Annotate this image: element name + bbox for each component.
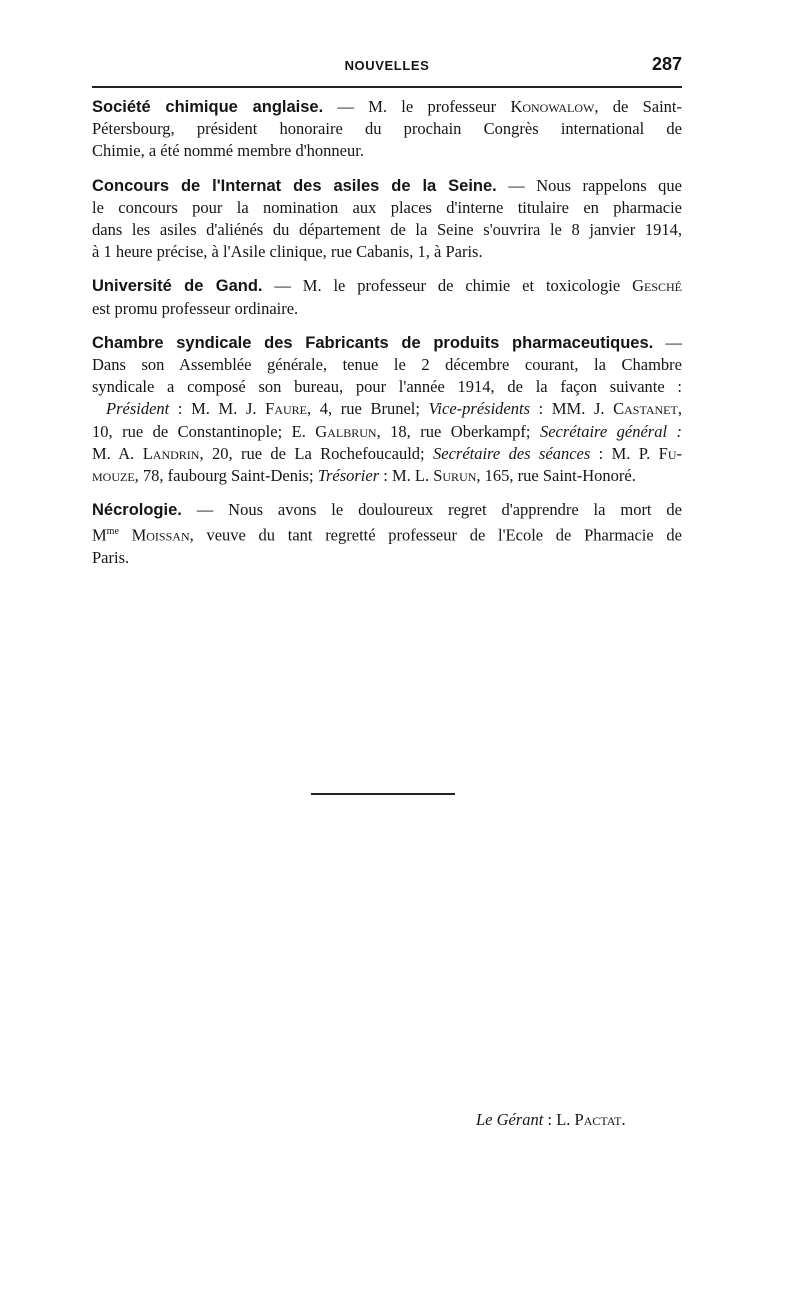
news-item-universite-gand: Université de Gand. — M. le professeur de chimie et toxicologie Gesché est promu professeur ordinaire. (92, 276, 682, 318)
person-name: Surun (433, 466, 477, 486)
news-item-societe-chimique: Société chimique anglaise. — M. le professeur Konowalow, de Saint- Pétersbourg, président honoraire du prochain Congrès international de Chimie, a été nommé membre d'honneur. (92, 97, 682, 161)
news-body (92, 96, 682, 581)
news-heading: Chambre syndicale des Fabricants de produits pharmaceutiques. (92, 333, 654, 352)
header-rule (92, 86, 682, 88)
news-heading: Concours de l'Internat des asiles de la Seine. (92, 176, 497, 195)
news-item-concours-internat: Concours de l'Internat des asiles de la Seine. — Nous rappelons que le concours pour la nomination aux places d'interne titulaire en pharmacie dans les asiles d'aliénés du département de la Seine s'ouvrira le 8 janvier 1914, à 1 heure précise, à l'Asile clinique, rue Cabanis, 1, à Paris. (92, 175, 683, 262)
person-name: Pactat (574, 1110, 622, 1129)
news-item-chambre-syndicale: Chambre syndicale des Fabricants de produits pharmaceutiques. — Dans son Assemblée générale, tenue le 2 décembre courant, la Chambre syndicale a composé son bureau, pour l'année 1914, de la façon suivante : Président : M. M. J. Faure, 4, rue Brunel; Vice-présidents : MM. J. Castanet, 10, rue de Constantinople; E. Galbrun, 18, rue Oberkampf; Secrétaire général : M. A. Landrin, 20, rue de La Rochefoucauld; Secrétaire des séances : M. P. Fu- mouze, 78, faubourg Saint-Denis; Trésorier : M. L. Surun, 165, rue Saint-Honoré. (92, 332, 682, 486)
person-name: Landrin (142, 443, 200, 463)
person-name: Fu- (658, 443, 682, 463)
running-header (92, 55, 682, 77)
person-name: Castanet (613, 399, 678, 419)
person-name: Galbrun (315, 421, 377, 441)
person-name: Konowalow (510, 97, 595, 116)
person-name: Faure (265, 399, 307, 419)
news-heading: Université de Gand. (92, 277, 263, 296)
page-number: 287 (651, 54, 682, 74)
running-title: NOUVELLES (344, 58, 430, 73)
news-heading: Société chimique anglaise. (92, 98, 324, 116)
news-heading: Nécrologie. (92, 501, 182, 520)
news-item-necrologie: Nécrologie. — Nous avons le douloureux regret d'apprendre la mort de $M^{me}$ Moissan, veuve du tant regretté professeur de l'Ecole de Pharmacie de Paris. (92, 500, 682, 568)
person-name: Moissan (118, 525, 190, 545)
person-name: mouze (92, 466, 135, 486)
end-rule (311, 793, 455, 795)
person-name: Gesché (632, 276, 682, 296)
signature: Le Gérant : L. Pactat. (476, 1110, 626, 1129)
